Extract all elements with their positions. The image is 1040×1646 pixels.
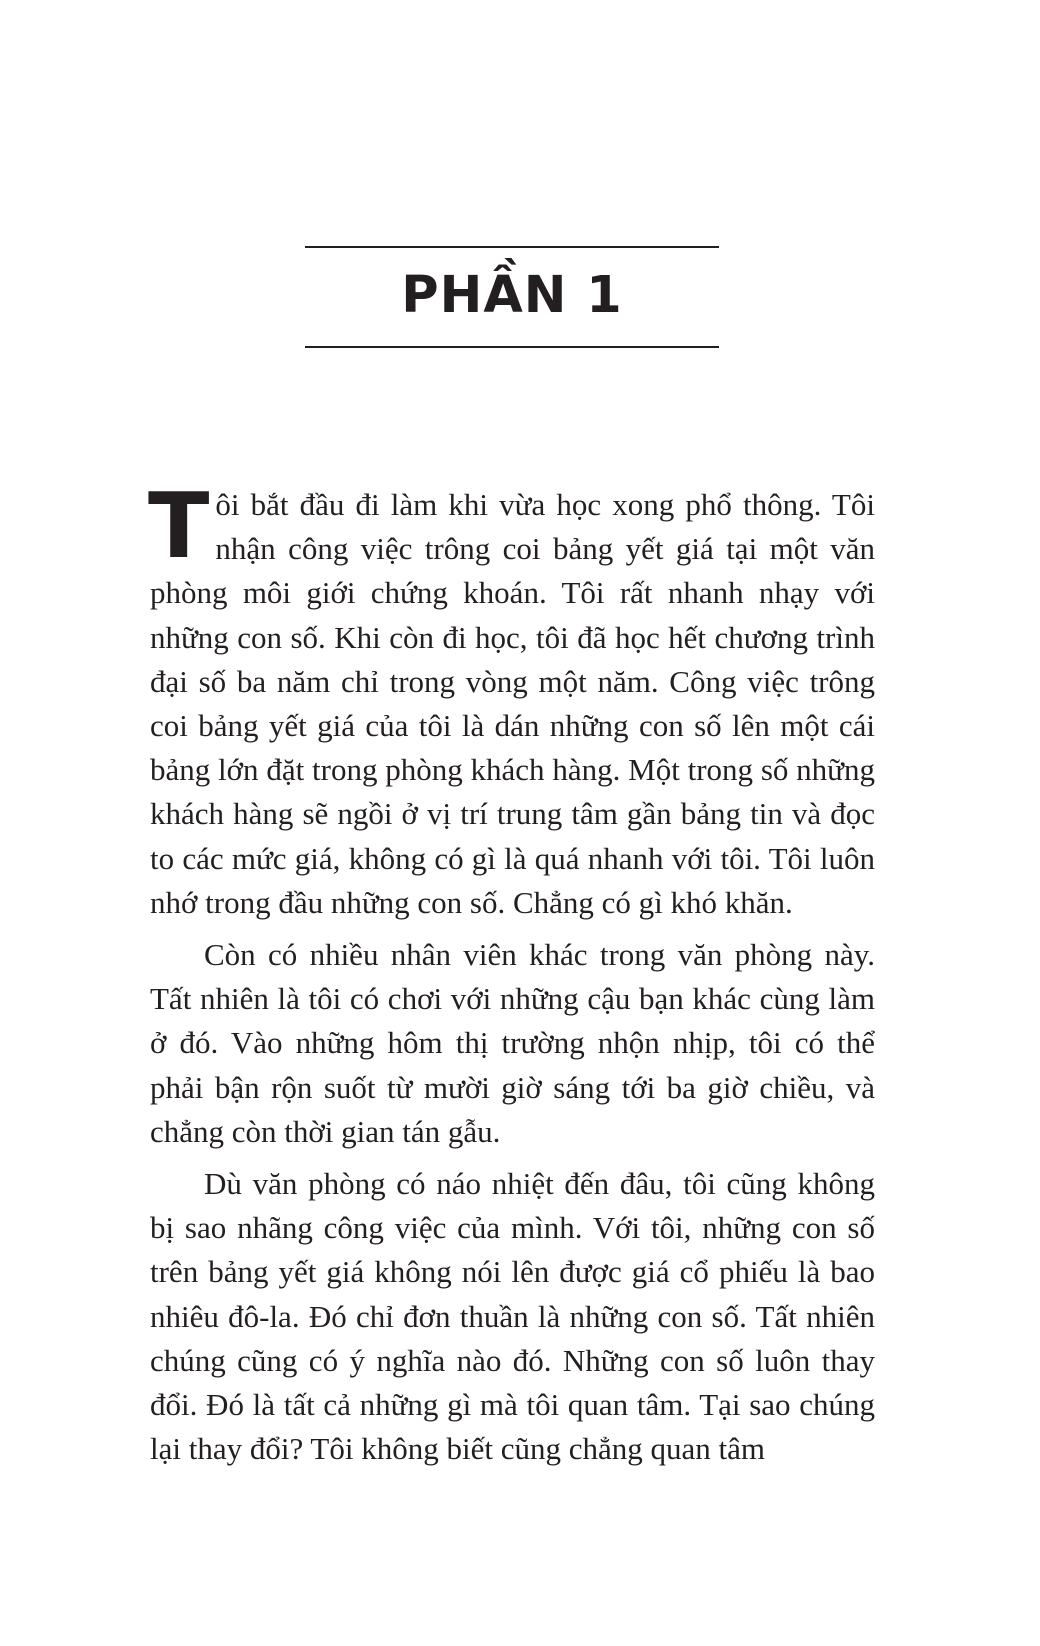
paragraph-1 [148,474,875,925]
paragraph-3: Dù văn phòng có náo nhiệt đến đâu, tôi cũng không bị sao nhãng công việc của mình. Với tôi, những con số trên bảng yết giá không nói lên được giá cổ phiếu là bao nhiêu đô-la. Đó chỉ đơn thuần là những con số. Tất nhiên chúng cũng có ý nghĩa nào đó. Những con số luôn thay đổi. Đó là tất cả những gì mà tôi quan tâm. Tại sao chúng lại thay đổi? Tôi không biết cũng chẳng quan tâm [150,1166,875,1467]
drop-cap: T [148,474,210,579]
part-title: PHẦN 1 [401,266,623,325]
paragraph-1-text: ôi bắt đầu đi làm khi vừa học xong phổ thông. Tôi nhận công việc trông coi bảng yết giá tại một văn phòng môi giới chứng khoán. Tôi rất nhanh nhạy với những con số. Khi còn đi học, tôi đã học hết chương trình đại số ba năm chỉ trong vòng một năm. Công việc trông coi bảng yết giá của tôi là dán những con số lên một cái bảng lớn đặt trong phòng khách hàng. Một trong số những khách hàng sẽ ngồi ở vị trí trung tâm gần bảng tin và đọc to các mức giá, không có gì là quá nhanh với tôi. Tôi luôn nhớ trong đầu những con số. Chẳng có gì khó khăn. [150,487,875,920]
paragraph-2: Còn có nhiều nhân viên khác trong văn phòng này. Tất nhiên là tôi có chơi với những cậu bạn khác cùng làm ở đó. Vào những hôm thị trường nhộn nhịp, tôi có thể phải bận rộn suốt từ mười giờ sáng tới ba giờ chiều, và chẳng còn thời gian tán gẫu. [150,937,875,1149]
title-rule-top [305,246,719,248]
body-text [148,474,875,1479]
title-rule-bottom [305,346,719,348]
